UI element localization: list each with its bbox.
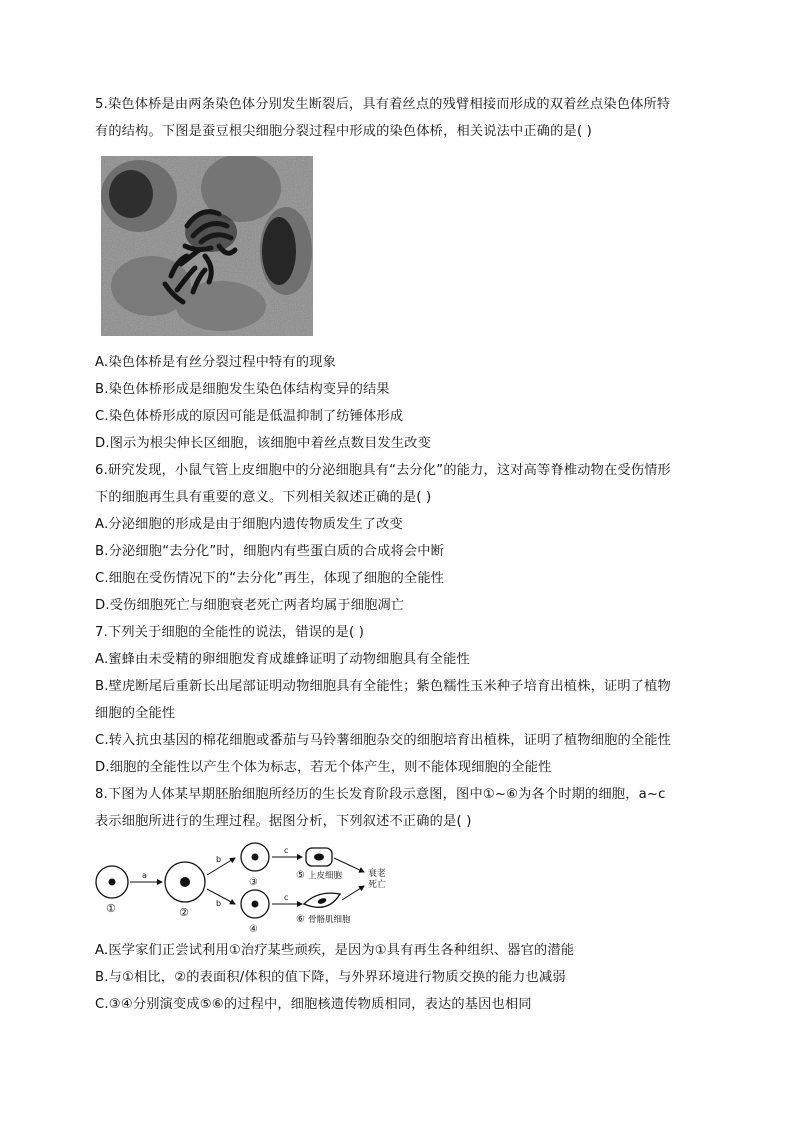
cell-development-diagram [92,842,412,934]
cell-2-nucleus [180,877,190,887]
q8-option-c: C.③④分别演变成⑤⑥的过程中，细胞核遗传物质相同，表达的基因也相同 [95,997,532,1012]
q7-option-c: C.转入抗虫基因的棉花细胞或番茄与马铃薯细胞杂交的细胞培育出植株，证明了植物细胞的全能性 [95,733,672,748]
q5-option-a: A.染色体桥是有丝分裂过程中特有的现象 [95,355,336,370]
q6-option-c: C.细胞在受伤情况下的“去分化”再生，体现了细胞的全能性 [95,571,445,586]
label-3: ③ [249,877,258,888]
q8-stem-line1: 8.下图为人体某早期胚胎细胞所经历的生长发育阶段示意图，图中①~⑥为各个时期的细胞，a~c [95,787,666,802]
q7-option-b-cont: 细胞的全能性 [95,706,176,721]
q5-stem-line1: 5.染色体桥是由两条染色体分别发生断裂后，具有着丝点的残臂相接而形成的双着丝点染色体所特 [95,97,671,112]
label-6: ⑥ [296,914,305,925]
label-b-bottom: b [216,899,222,908]
label-1: ① [106,902,116,915]
q7-option-b: B.壁虎断尾后重新长出尾部证明动物细胞具有全能性；紫色糯性玉米种子培育出植株，证明了植物 [95,679,671,694]
label-aging-1: 衰老 [368,869,387,879]
arrow-to-aging-bottom [342,886,364,900]
q6-option-b: B.分泌细胞“去分化”时，细胞内有些蛋白质的合成将会中断 [95,544,445,559]
q6-stem-line2: 下的细胞再生具有重要的意义。下列相关叙述正确的是( ) [95,490,432,505]
q7-option-a: A.蜜蜂由未受精的卵细胞发育成雄蜂证明了动物细胞具有全能性 [95,652,470,667]
q5-option-d: D.图示为根尖伸长区细胞，该细胞中着丝点数目发生改变 [95,436,432,451]
q5-option-b: B.染色体桥形成是细胞发生染色体结构变异的结果 [95,382,390,397]
q5-stem-line2: 有的结构。下图是蚕豆根尖细胞分裂过程中形成的染色体桥，相关说法中正确的是( ) [95,124,593,139]
cell-4-nucleus [252,901,259,908]
q7-stem: 7.下列关于细胞的全能性的说法，错误的是( ) [95,625,365,640]
q6-stem-line1: 6.研究发现，小鼠气管上皮细胞中的分泌细胞具有“去分化”的能力，这对高等脊椎动物在受伤情形 [95,463,671,478]
q8-option-a: A.医学家们正尝试利用①治疗某些顽疾，是因为①具有再生各种组织、器官的潜能 [95,943,575,958]
arrow-to-aging-top [334,858,364,872]
q6-option-d: D.受伤细胞死亡与细胞衰老死亡两者均属于细胞凋亡 [95,598,405,613]
chromosome-bridge-micrograph [101,156,313,336]
label-b-top: b [216,855,222,864]
label-c-bottom: c [284,893,289,902]
label-muscle: 骨骼肌细胞 [308,915,351,925]
label-c-top: c [284,846,289,855]
q7-option-d: D.细胞的全能性以产生个体为标志，若无个体产生，则不能体现细胞的全能性 [95,760,552,775]
cell-1-nucleus [109,879,116,886]
q8-option-b: B.与①相比，②的表面积/体积的值下降，与外界环境进行物质交换的能力也减弱 [95,970,566,985]
label-4: ④ [249,924,258,934]
label-aging-2: 死亡 [368,880,387,890]
label-2: ② [179,906,189,919]
q8-stem-line2: 表示细胞所进行的生理过程。据图分析，下列叙述不正确的是( ) [95,814,472,829]
q6-option-a: A.分泌细胞的形成是由于细胞内遗传物质发生了改变 [95,517,403,532]
q5-option-c: C.染色体桥形成的原因可能是低温抑制了纺锤体形成 [95,409,404,424]
cell-3-nucleus [252,854,259,861]
label-epithelial: 上皮细胞 [308,871,343,881]
label-5: ⑤ [296,870,305,881]
cell-5-nucleus [314,854,324,861]
label-a: a [142,871,147,880]
